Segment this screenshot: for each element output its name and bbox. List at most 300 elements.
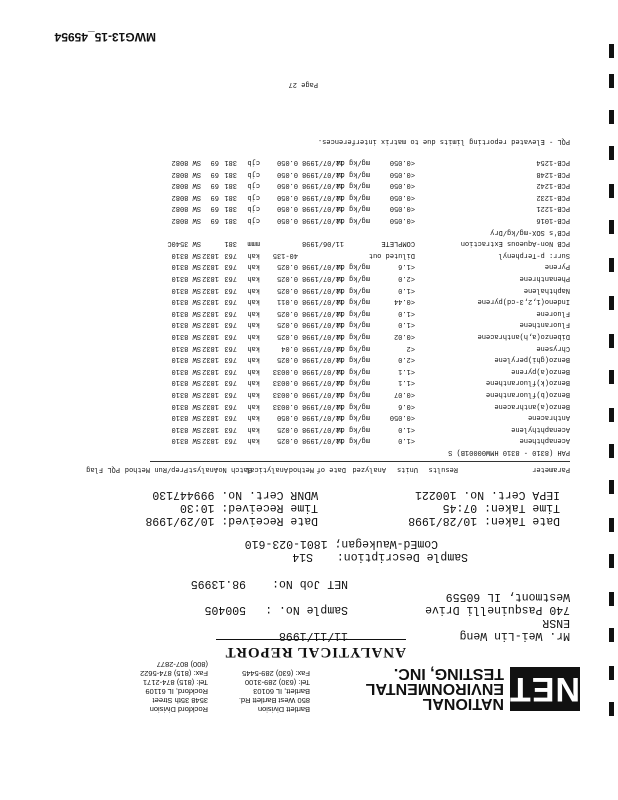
header-batch-no: Batch No. [214,465,252,473]
table-cell: 1832 [202,413,219,422]
table-cell: Benzo(k)fluoranthene [485,378,570,387]
table-cell: mg/kg dw [336,192,370,201]
bartlett-line: 850 West Bartlett Rd. [238,696,310,705]
table-cell: 0.0033 [272,366,298,375]
table-cell: 11/07/1998 [301,413,344,422]
table-cell: 1832 [202,320,219,329]
table-cell: mg/kg dw [336,169,370,178]
table-cell: 1832 [202,366,219,375]
table-row [90,295,570,306]
table-cell: 1832 [202,308,219,317]
table-cell: Surr: p-Terphenyl [498,250,570,259]
scan-mark [609,554,614,568]
rockford-line: (800) 807-2877 [156,660,208,669]
table-cell: 0.025 [276,285,298,294]
table-cell: Benzo(a)pyrene [511,366,570,375]
table-cell: cjb [247,216,260,224]
table-cell: 11/07/1998 [301,158,344,166]
table-cell: Chrysene [536,343,570,352]
scan-mark [609,146,614,160]
table-cell: Acenaphthene [519,436,570,445]
table-cell: SW 8310 [171,262,201,271]
sample-description-value: S14 [292,550,313,563]
table-cell: mmm [247,239,260,248]
table-cell: <1.1 [398,378,415,387]
table-cell: mg/kg dw [336,355,370,364]
table-cell: mg/kg dw [336,366,370,375]
table-cell: 0.050 [276,216,298,224]
scan-mark [609,370,614,384]
scan-mark [609,184,614,198]
scan-mark [609,44,614,58]
scan-mark [609,408,614,422]
table-cell: 763 [224,308,237,317]
table-row [90,342,570,353]
table-cell: SW 8082 [171,158,201,166]
table-row [90,214,570,225]
table-cell: 763 [224,297,237,306]
scan-mark [609,110,614,124]
sample-no-value: 500405 [204,603,246,616]
table-row [90,226,570,237]
client-name: Mr. Wei-Lin Weng [459,629,570,642]
table-cell: <0.07 [393,390,415,398]
table-cell: 381 [224,204,237,213]
table-cell: kah [247,308,260,317]
table-cell: 1832 [202,436,219,445]
table-cell: kah [247,366,260,375]
table-cell: <0.050 [389,192,415,201]
table-cell: SW 8310 [171,297,201,306]
table-cell: 1832 [202,250,219,259]
table-cell: mg/kg dw [336,204,370,213]
table-cell: 40-135 [272,250,298,259]
table-cell: mg/kg dw [336,274,370,282]
table-cell: Phenanthrene [519,274,570,282]
table-cell: 1832 [202,390,219,398]
header-method-2: Method [124,465,150,473]
table-cell: SW 8310 [171,274,201,282]
table-cell: SW 8082 [171,181,201,190]
table-cell: kah [247,355,260,364]
table-cell: 69 [210,204,219,213]
table-cell: kah [247,343,260,352]
table-cell: cjb [247,204,260,213]
table-cell: 0.025 [276,262,298,271]
table-cell: mg/kg dw [336,390,370,398]
table-cell: <1.0 [398,436,415,445]
scan-mark [609,296,614,310]
table-cell: 0.025 [276,308,298,317]
table-cell: <1.1 [398,366,415,375]
table-cell: mg/kg dw [336,401,370,410]
table-cell: SW 8310 [171,401,201,410]
company-name-line-2: ENVIRONMENTAL [365,680,504,697]
table-cell: kah [247,413,260,422]
header-parameter: Parameter [532,465,570,473]
table-row [90,330,570,341]
table-cell: 11/07/1998 [301,436,344,445]
table-cell: Fluoranthene [519,320,570,329]
table-cell: 0.050 [276,158,298,166]
table-cell: kah [247,274,260,282]
bartlett-line: Bartlett, IL 60103 [253,687,310,696]
table-row [90,272,570,283]
scan-mark [609,480,614,494]
table-cell: mg/kg dw [336,343,370,352]
report-date: 11/11/1998 [278,629,348,642]
table-cell: 11/07/1998 [301,204,344,213]
table-cell: 11/07/1998 [301,216,344,224]
table-cell: kah [247,250,260,259]
report-title: ANALYTICAL REPORT [224,644,406,660]
table-cell: 1832 [202,332,219,340]
table-cell: 381 [224,158,237,166]
table-cell: mg/kg dw [336,308,370,317]
table-cell: 11/07/1998 [301,308,344,317]
table-cell: 381 [224,192,237,201]
table-cell: 11/07/1998 [301,366,344,375]
table-cell: 0.0033 [272,401,298,410]
table-cell: 69 [210,192,219,201]
table-cell: 0.050 [276,413,298,422]
table-cell: SW 8082 [171,169,201,178]
table-cell: mg/kg dw [336,285,370,294]
sample-description-detail: ComEd-Waukegan; 1801-023-610 [244,537,438,550]
table-cell: 381 [224,169,237,178]
table-cell: 763 [224,436,237,445]
rockford-line: Fax: (815) 874-5622 [140,669,208,678]
table-row [90,168,570,179]
table-cell: <2.0 [398,355,415,364]
table-cell: mg/kg dw [336,332,370,340]
table-cell: 381 [224,181,237,190]
table-cell: Fluorene [536,308,570,317]
table-cell: 69 [210,216,219,224]
table-cell: SW 8310 [171,332,201,340]
table-cell: 1832 [202,262,219,271]
table-cell: mg/kg dw [336,413,370,422]
sample-description-label: Sample Description: [336,550,468,563]
table-cell: 11/07/1998 [301,192,344,201]
table-cell: 0.025 [276,424,298,433]
table-cell: <1.0 [398,308,415,317]
table-cell: <0.050 [389,204,415,213]
table-cell: 763 [224,413,237,422]
company-name-line-3: TESTING, INC. [393,665,504,682]
table-cell: 763 [224,390,237,398]
table-cell: SW 8310 [171,320,201,329]
table-cell: 0.04 [281,343,298,352]
table-cell: 1832 [202,378,219,387]
table-cell: 0.050 [276,192,298,201]
table-cell: 0.011 [276,297,298,306]
table-cell: SW 8082 [171,204,201,213]
table-cell: 381 [224,239,237,248]
header-analyzed: Analyzed [352,465,386,473]
table-row [90,376,570,387]
table-cell: PCB-1221 [536,204,570,213]
table-cell: 0.050 [276,169,298,178]
bartlett-line: Bartlett Division [257,705,310,714]
table-cell: 11/07/1998 [301,274,344,282]
scan-mark [609,444,614,458]
table-cell: 763 [224,355,237,364]
table-cell: kah [247,424,260,433]
table-cell: 11/07/1998 [301,332,344,340]
header-analytical: Analytical [245,465,288,473]
table-cell: SW 8082 [171,192,201,201]
table-cell: <1.0 [398,424,415,433]
table-cell: SW 8082 [171,216,201,224]
table-cell: 11/07/1998 [301,424,344,433]
table-cell: Anthracene [527,413,570,422]
table-cell: COMPLETE [381,239,415,248]
table-cell: 0.0033 [272,378,298,387]
table-cell: 763 [224,343,237,352]
rockford-line: Tel: (815) 874-2171 [142,678,208,687]
header-results: Results [428,465,458,473]
table-cell: 763 [224,401,237,410]
table-cell: 1832 [202,285,219,294]
table-cell: Dibenzo(a,h)anthracene [477,332,570,340]
job-no-label: NET Job No: [272,577,348,590]
table-cell: <0.050 [389,181,415,190]
table-cell: mg/kg dw [336,181,370,190]
table-cell: 0.025 [276,320,298,329]
table-cell: SW 8310 [171,343,201,352]
table-cell: <0.050 [389,413,415,422]
table-cell: mg/kg dw [336,378,370,387]
table-row [90,411,570,422]
header-units: Units [396,465,418,473]
table-cell: 11/07/1998 [301,355,344,364]
table-row [90,388,570,399]
table-row [90,307,570,318]
scan-mark [609,592,614,606]
table-cell: Benzo(b)fluoranthene [485,390,570,398]
scan-mark [609,220,614,234]
scan-mark [609,666,614,680]
table-cell: kah [247,436,260,445]
table-cell: kah [247,401,260,410]
table-row [90,446,570,457]
table-row [90,400,570,411]
table-cell: PAH (8310 - 8310 HMW00001B) S [448,448,570,456]
table-cell: 11/07/1998 [301,320,344,329]
table-cell: 0.050 [276,204,298,213]
header-flag: Flag [86,465,103,473]
table-cell: 0.025 [276,355,298,364]
wdnr-cert: WDNR Cert. No. 999447130 [152,488,318,501]
table-cell: <1.6 [398,262,415,271]
table-cell: SW 8310 [171,413,201,422]
table-row [90,434,570,445]
table-row [90,353,570,364]
job-no-value: 98.13995 [190,577,246,590]
table-cell: SW 8310 [171,378,201,387]
table-cell: SW 8310 [171,308,201,317]
table-cell: 1832 [202,297,219,306]
table-row [90,156,570,167]
table-cell: 763 [224,424,237,433]
client-city: Westmont, IL 60559 [445,590,570,603]
table-cell: <0.050 [389,216,415,224]
table-cell: SW 8310 [171,390,201,398]
table-cell: 0.025 [276,274,298,282]
table-cell: 0.025 [276,436,298,445]
table-cell: PCB-1016 [536,216,570,224]
table-cell: SW 8310 [171,250,201,259]
table-cell: <2.0 [398,274,415,282]
table-cell: 763 [224,250,237,259]
table-cell: SW 8310 [171,355,201,364]
table-cell: PCB-1248 [536,169,570,178]
table-cell: 763 [224,366,237,375]
table-cell: 0.050 [276,181,298,190]
table-cell: <0.6 [398,401,415,410]
rockford-line: 3548 35th Street [152,696,208,705]
table-cell: mg/kg dw [336,216,370,224]
time-received: Time Received: 10:30 [179,501,318,514]
table-cell: PCB-1232 [536,192,570,201]
header-pql: PQL [107,465,120,473]
table-cell: 11/07/1998 [301,169,344,178]
table-cell: 11/07/1998 [301,343,344,352]
table-cell: 763 [224,262,237,271]
table-cell: kah [247,297,260,306]
table-cell: Pyrene [544,262,570,271]
table-row [90,179,570,190]
table-cell: kah [247,332,260,340]
client-company: ENSR [542,616,570,629]
header-analyst: Analyst [188,465,218,473]
document-id: MWG13-15_45954 [54,30,156,44]
table-cell: mg/kg dw [336,158,370,166]
table-row [90,249,570,260]
table-cell: cjb [247,169,260,178]
table-cell: kah [247,390,260,398]
table-cell: <0.050 [389,169,415,178]
header-date-of: Date of [316,465,346,473]
company-name-line-1: NATIONAL [422,695,504,712]
table-cell: mg/kg dw [336,320,370,329]
table-cell: 1832 [202,343,219,352]
bartlett-line: Tel: (630) 289-3100 [244,678,310,687]
scan-mark [609,258,614,272]
table-cell: SW 3540C [167,239,201,248]
scan-mark [609,334,614,348]
table-cell: 763 [224,274,237,282]
table-cell: 763 [224,285,237,294]
rockford-division-block [140,660,208,714]
table-cell: kah [247,320,260,329]
table-cell: mg/kg dw [336,424,370,433]
page-number: Page 27 [288,80,318,88]
table-cell: 1832 [202,274,219,282]
table-cell: cjb [247,192,260,201]
table-cell: kah [247,262,260,271]
table-cell: kah [247,285,260,294]
table-cell: kah [247,378,260,387]
table-cell: PCB Non-Aqueous Extraction [460,239,570,248]
table-cell: 763 [224,332,237,340]
table-row [90,423,570,434]
table-cell: 69 [210,181,219,190]
table-cell: <0.44 [393,297,415,306]
client-street: 740 Pasquinelli Drive [425,603,570,616]
table-cell: PCB-1254 [536,158,570,166]
net-logo: NET [510,667,580,711]
table-row [90,284,570,295]
iepa-cert: IEPA Cert. No. 100221 [415,488,560,501]
table-cell: cjb [247,158,260,166]
table-cell: <2 [406,343,415,352]
rockford-line: Rockford, IL 61109 [145,687,208,696]
table-cell: 11/07/1998 [301,181,344,190]
table-cell: cjb [247,181,260,190]
table-row [90,365,570,376]
date-received: Date Received: 10/29/1998 [145,514,318,527]
rockford-line: Rockford Division [149,705,208,714]
footnote: PQL - Elevated reporting limits due to matrix interferences. [317,137,570,145]
table-cell: 381 [224,216,237,224]
bartlett-division-block [239,669,310,714]
table-cell: 69 [210,158,219,166]
table-cell: mg/kg dw [336,297,370,306]
scan-mark [609,74,614,88]
bartlett-line: Fax: (630) 289-5445 [242,669,310,678]
table-cell: SW 8310 [171,285,201,294]
table-cell: <1.0 [398,320,415,329]
date-taken: Date Taken: 10/28/1998 [408,514,560,527]
table-cell: 0.0033 [272,390,298,398]
sample-no-label: Sample No. : [265,603,348,616]
table-cell: <0.02 [393,332,415,340]
table-cell: 11/07/1998 [301,285,344,294]
header-rule [150,461,570,462]
header-method: Method [288,465,314,473]
table-cell: Benzo(a)anthracene [494,401,570,410]
table-cell: mg/kg dw [336,262,370,271]
table-cell: 11/07/1998 [301,297,344,306]
table-cell: SW 8310 [171,424,201,433]
table-cell: 11/07/1998 [301,390,344,398]
table-cell: 1832 [202,424,219,433]
table-cell: 11/07/1998 [301,262,344,271]
table-row [90,318,570,329]
table-cell: SW 8310 [171,366,201,375]
table-cell: Naphthalene [523,285,570,294]
table-cell: 11/06/1998 [301,239,344,248]
table-cell: 0.025 [276,332,298,340]
table-cell: PCB-1242 [536,181,570,190]
table-cell: SW 8310 [171,436,201,445]
table-row [90,191,570,202]
table-cell: PCB's SOX-mg/kg/Dry [490,227,570,236]
header-prep-run: Prep/Run [154,465,188,473]
scan-mark [609,628,614,642]
table-cell: <1.0 [398,285,415,294]
table-cell: Benzo(ghi)perylene [494,355,570,364]
scan-mark [609,702,614,716]
table-cell: Diluted out [368,250,415,259]
client-address-block [425,590,570,642]
time-taken: Time Taken: 07:45 [442,501,560,514]
table-cell: 69 [210,169,219,178]
table-cell: 11/07/1998 [301,401,344,410]
table-row [90,202,570,213]
